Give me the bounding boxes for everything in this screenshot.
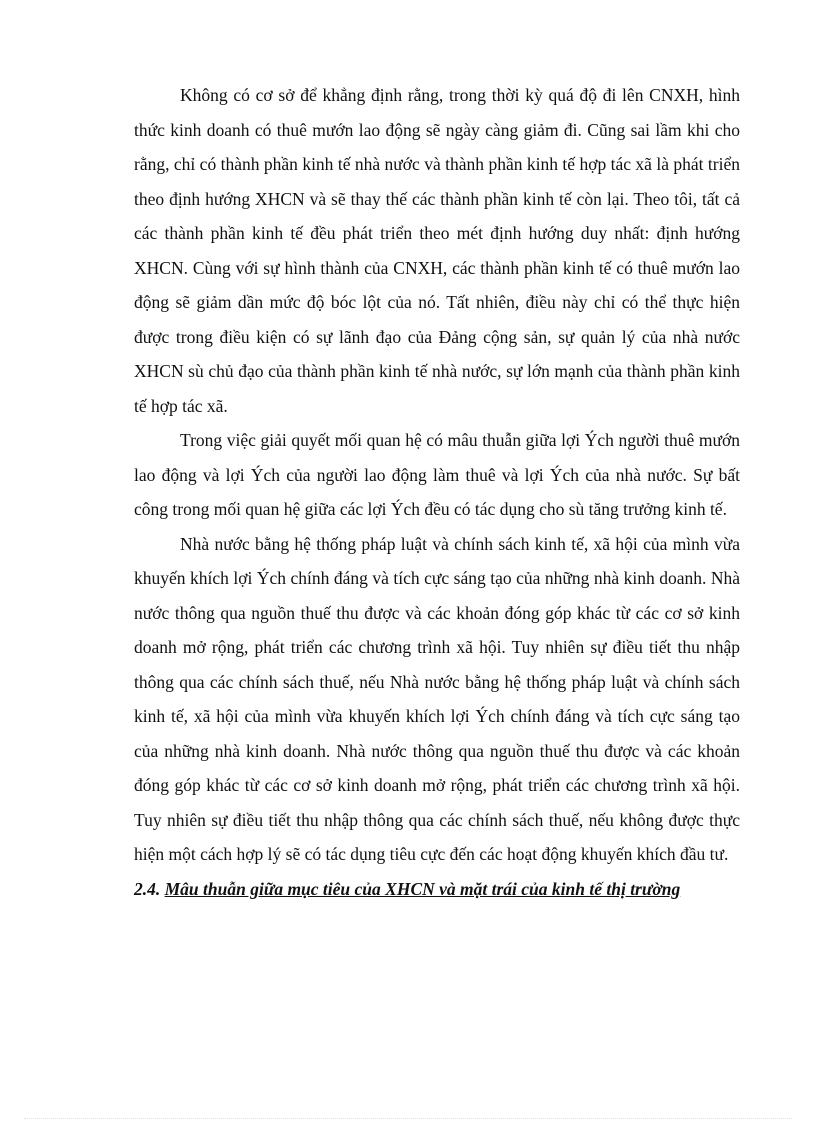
section-number: 2.4.: [134, 878, 161, 899]
page-bottom-divider: [24, 1118, 792, 1119]
document-page: [134, 78, 740, 906]
paragraph-1: Không có cơ sở để khẳng định rằng, trong thời kỳ quá độ đi lên CNXH, hình thức kinh doanh có thuê mướn lao động sẽ ngày càng giảm đi. Cũng sai lầm khi cho rằng, chỉ có thành phần kinh tế nhà nước và thành phần kinh tế hợp tác xã là phát triển theo định hướng XHCN và sẽ thay thế các thành phần kinh tế còn lại. Theo tôi, tất cả các thành phần kinh tế đều phát triển theo mét định hướng duy nhất: định hướng XHCN. Cùng với sự hình thành của CNXH, các thành phần kinh tế có thuê mướn lao động sẽ giảm dần mức độ bóc lột của nó. Tất nhiên, điều này chỉ có thể thực hiện được trong điều kiện có sự lãnh đạo của Đảng cộng sản, sự quản lý của nhà nước XHCN sù chủ đạo của thành phần kinh tế nhà nước, sự lớn mạnh của thành phần kinh tế hợp tác xã.: [134, 85, 740, 416]
paragraph-3: Nhà nước bằng hệ thống pháp luật và chính sách kinh tế, xã hội của mình vừa khuyến khích lợi Ých chính đáng và tích cực sáng tạo của những nhà kinh doanh. Nhà nước thông qua nguồn thuế thu được và các khoản đóng góp khác từ các cơ sở kinh doanh mở rộng, phát triển các chương trình xã hội. Tuy nhiên sự điều tiết thu nhập thông qua các chính sách thuế, nếu Nhà nước bằng hệ thống pháp luật và chính sách kinh tế, xã hội của mình vừa khuyến khích lợi Ých chính đáng và tích cực sáng tạo của những nhà kinh doanh. Nhà nước thông qua nguồn thuế thu được và các khoản đóng góp khác từ các cơ sở kinh doanh mở rộng, phát triển các chương trình xã hội. Tuy nhiên sự điều tiết thu nhập thông qua các chính sách thuế, nếu không được thực hiện một cách hợp lý sẽ có tác dụng tiêu cực đến các hoạt động khuyến khích đầu tư.: [134, 533, 740, 864]
section-heading: [134, 872, 740, 907]
section-title: Mâu thuẫn giữa mục tiêu của XHCN và mặt trái của kinh tế thị trường: [164, 878, 681, 899]
paragraph-2: Trong việc giải quyết mối quan hệ có mâu thuẫn giữa lợi Ých người thuê mướn lao động và lợi Ých của người lao động làm thuê và lợi Ých của nhà nước. Sự bất công trong mối quan hệ giữa các lợi Ých đều có tác dụng cho sù tăng trưởng kinh tế.: [134, 430, 740, 519]
